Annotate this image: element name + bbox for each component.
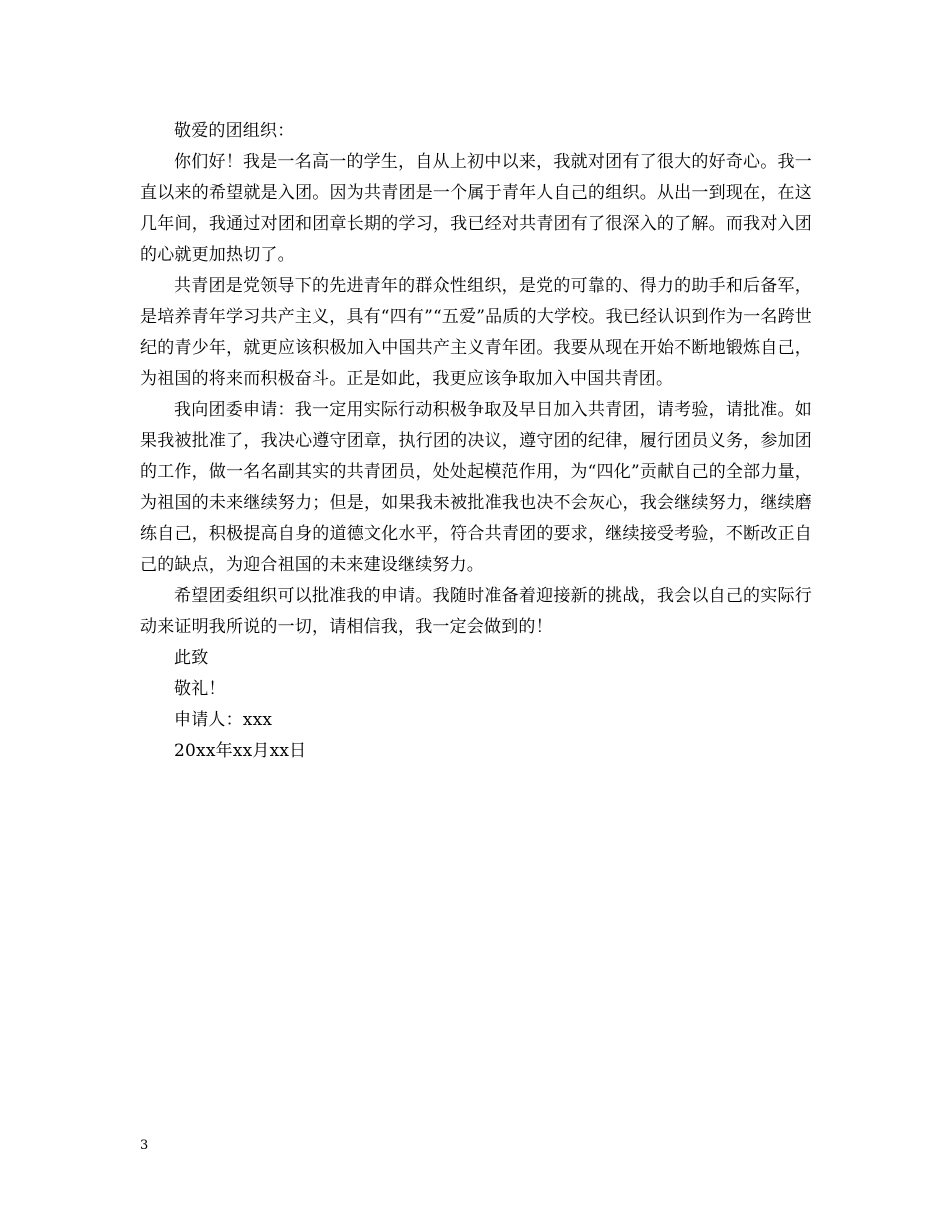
paragraph-4: 希望团委组织可以批准我的申请。我随时准备着迎接新的挑战，我会以自己的实际行动来证明我所说的一切，请相信我，我一定会做到的！ [140, 586, 812, 637]
salutation: 敬爱的团组织： [174, 121, 295, 141]
closing-line-1: 此致 [174, 648, 209, 668]
letter-body [140, 116, 812, 767]
paragraph-3: 我向团委申请：我一定用实际行动积极争取及早日加入共青团，请考验，请批准。如果我被批准了，我决心遵守团章，执行团的决议，遵守团的纪律，履行团员义务，参加团的工作，做一名名副其实的共青团员，处处起模范作用，为“四化”贡献自己的全部力量，为祖国的未来继续努力；但是，如果我未被批准我也决不会灰心，我会继续努力，继续磨练自己，积极提高自身的道德文化水平，符合共青团的要求，继续接受考验，不断改正自己的缺点，为迎合祖国的未来建设继续努力。 [140, 400, 812, 575]
date-line: 20xx年xx月xx日 [174, 741, 307, 761]
closing-line-2: 敬礼！ [174, 679, 226, 699]
paragraph-2: 共青团是党领导下的先进青年的群众性组织，是党的可靠的、得力的助手和后备军，是培养青年学习共产主义，具有“四有”“五爱”品质的大学校。我已经认识到作为一名跨世纪的青少年，就更应该积极加入中国共产主义青年团。我要从现在开始不断地锻炼自己，为祖国的将来而积极奋斗。正是如此，我更应该争取加入中国共青团。 [140, 276, 812, 389]
paragraph-1: 你们好！我是一名高一的学生，自从上初中以来，我就对团有了很大的好奇心。我一直以来的希望就是入团。因为共青团是一个属于青年人自己的组织。从出一到现在，在这几年间，我通过对团和团章长期的学习，我已经对共青团有了很深入的了解。而我对入团的心就更加热切了。 [140, 152, 812, 265]
signature-line: 申请人：xxx [174, 710, 273, 730]
page-number: 3 [140, 1138, 149, 1153]
